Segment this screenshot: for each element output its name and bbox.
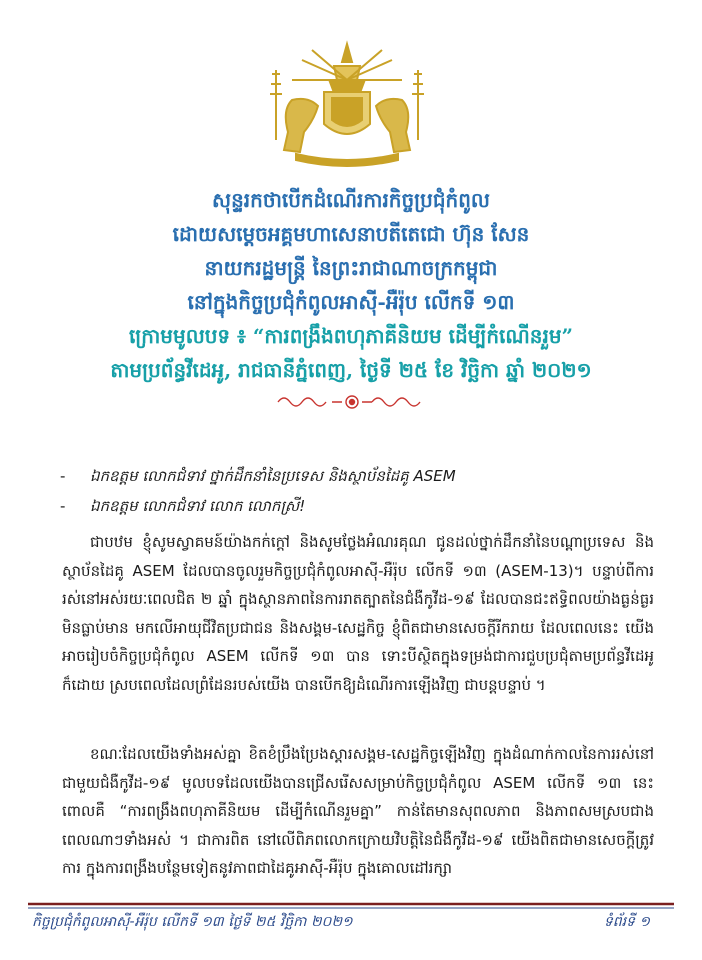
bullet-dash: - bbox=[60, 467, 66, 485]
salutation-2 bbox=[60, 494, 660, 518]
footer-page-number: ទំព័រទី ១ bbox=[603, 914, 650, 930]
paragraph-2: ខណៈដែលយើងទាំងអស់គ្នា ខិតខំប្រឹងប្រែងស្តារសង្គម-សេដ្ឋកិច្ចឡើងវិញ ក្នុងដំណាក់កាលនៃការរស់នៅជាមួយជំងឺកូវីដ-១៩ មូលបទដែលយើងបានជ្រើសរើសសម្រាប់កិច្ចប្រជុំកំពូល ASEM លើកទី ១៣ នេះ ពោលគឺ “ការពង្រឹងពហុភាគីនិយម ដើម្បីកំណើនរួមគ្នា” កាន់តែមានសុពលភាព និងភាពសមស្របជាងពេលណាៗទាំងអស់ ។ ជាការពិត នៅលើពិភពលោកក្រោយវិបត្តិនៃជំងឺកូវីដ-១៩ យើងពិតជាមានសេចក្តីត្រូវការ ក្នុងការពង្រឹងបន្ថែមទៀតនូវភាពជាដៃគូអាស៊ី-អឺរ៉ុប ក្នុងគោលដៅរក្សា bbox=[62, 745, 654, 877]
title-line-2: ដោយសម្តេចអគ្គមហាសេនាបតីតេជោ ហ៊ុន សែន bbox=[172, 222, 530, 246]
title-line-1: សុន្ទរកថាបើកដំណើរការកិច្ចប្រជុំកំពូល bbox=[212, 188, 490, 212]
salutation-text: ឯកឧត្តម លោកជំទាវ ថ្នាក់ដឹកនាំនៃប្រទេស និងស្ថាប័នដៃគូ ASEM bbox=[90, 467, 456, 485]
title-line-3: នាយករដ្ឋមន្ត្រី នៃព្រះរាជាណាចក្រកម្ពុជា bbox=[204, 256, 498, 280]
footer-event-info: កិច្ចប្រជុំកំពូលអាស៊ី-អឺរ៉ុប លើកទី ១៣ ថ្ងៃទី ២៥ វិច្ឆិកា ២០២១ bbox=[32, 914, 353, 930]
venue-date-line: តាមប្រព័ន្ធវីដេអូ, រាជធានីភ្នំពេញ, ថ្ងៃទី ២៥ ខែ វិច្ឆិកា ឆ្នាំ ២០២១ bbox=[110, 358, 592, 382]
footer-rule bbox=[28, 902, 674, 910]
bullet-dash: - bbox=[60, 497, 66, 515]
theme-line: ក្រោមមូលបទ ៖ “ការពង្រឹងពហុភាគីនិយម ដើម្បីកំណើនរួម” bbox=[128, 324, 574, 348]
royal-arms-of-cambodia-icon bbox=[262, 40, 432, 170]
salutation-text: ឯកឧត្តម លោកជំទាវ លោក លោកស្រី! bbox=[90, 497, 306, 515]
paragraph-1: ជាបឋម ខ្ញុំសូមស្វាគមន៍យ៉ាងកក់ក្តៅ និងសូមថ្លែងអំណរគុណ ជូនដល់ថ្នាក់ដឹកនាំនៃបណ្តាប្រទេស និងស្ថាប័នដៃគូ ASEM ដែលបានចូលរួមកិច្ចប្រជុំកំពូលអាស៊ី-អឺរ៉ុប លើកទី ១៣ (ASEM-13)។ បន្ទាប់ពីការរស់នៅអស់រយៈពេលជិត ២ ឆ្នាំ ក្នុងស្ថានភាពនៃការរាតត្បាតនៃជំងឺកូវីដ-១៩ ដែលបានជះឥទ្ធិពលយ៉ាងធ្ងន់ធ្ងរមិនធ្លាប់មាន មកលើអាយុជីវិតប្រជាជន និងសង្គម-សេដ្ឋកិច្ច ខ្ញុំពិតជាមានសេចក្តីរីករាយ ដែលពេលនេះ យើងអាចរៀបចំកិច្ចប្រជុំកំពូល ASEM លើកទី ១៣ បាន ទោះបីស្ថិតក្នុងទម្រង់ជាការជួបប្រជុំតាមប្រព័ន្ធវីដេអូក៏ដោយ ស្របពេលដែលព្រំដែនរបស់យើង បានបើកឱ្យដំណើរការឡើងវិញ ជាបន្តបន្ទាប់ ។ bbox=[62, 533, 654, 694]
speech-title-block bbox=[0, 183, 702, 387]
khmer-ornament-divider-icon bbox=[272, 392, 432, 412]
salutation-1 bbox=[60, 464, 660, 488]
title-line-4: នៅក្នុងកិច្ចប្រជុំកំពូលអាស៊ី-អឺរ៉ុប លើកទី ១៣ bbox=[187, 290, 515, 314]
